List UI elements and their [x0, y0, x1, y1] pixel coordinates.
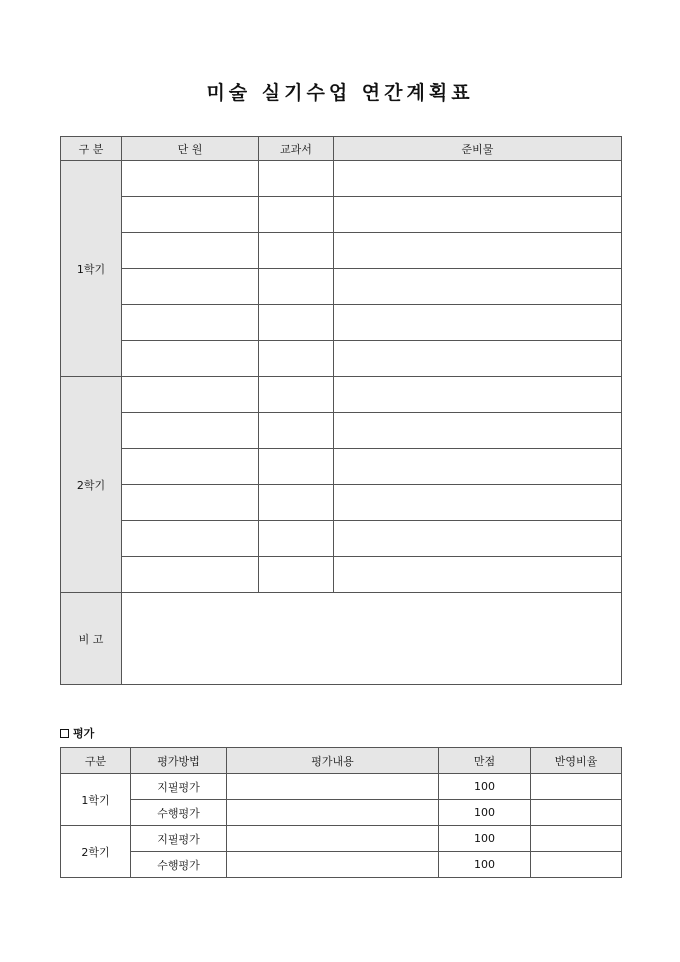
- table-row: [61, 233, 622, 269]
- table-row: [61, 449, 622, 485]
- textbook-cell[interactable]: [259, 485, 334, 521]
- unit-cell[interactable]: [122, 269, 259, 305]
- materials-cell[interactable]: [334, 233, 622, 269]
- unit-cell[interactable]: [122, 341, 259, 377]
- eval-method: 수행평가: [131, 800, 227, 826]
- textbook-cell[interactable]: [259, 449, 334, 485]
- table-row: [61, 305, 622, 341]
- materials-cell[interactable]: [334, 341, 622, 377]
- evaluation-header-row: [61, 748, 622, 774]
- unit-cell[interactable]: [122, 449, 259, 485]
- eval-content-cell[interactable]: [227, 800, 439, 826]
- materials-cell[interactable]: [334, 377, 622, 413]
- textbook-cell[interactable]: [259, 305, 334, 341]
- table-row: [61, 197, 622, 233]
- eval-method: 지필평가: [131, 826, 227, 852]
- unit-cell[interactable]: [122, 521, 259, 557]
- textbook-cell[interactable]: [259, 521, 334, 557]
- textbook-cell[interactable]: [259, 197, 334, 233]
- eval-method: 수행평가: [131, 852, 227, 878]
- materials-cell[interactable]: [334, 449, 622, 485]
- evaluation-heading-label: 평가: [73, 727, 95, 740]
- table-row: [61, 161, 622, 197]
- unit-cell[interactable]: [122, 485, 259, 521]
- header-textbook: 교과서: [259, 137, 334, 161]
- table-row: [61, 413, 622, 449]
- eval-ratio-cell[interactable]: [531, 852, 622, 878]
- eval-score: 100: [439, 774, 531, 800]
- eval-ratio-cell[interactable]: [531, 800, 622, 826]
- unit-cell[interactable]: [122, 233, 259, 269]
- note-label: 비 고: [61, 593, 122, 685]
- textbook-cell[interactable]: [259, 269, 334, 305]
- table-row: [61, 269, 622, 305]
- eval-ratio-cell[interactable]: [531, 826, 622, 852]
- eval-header-content: 평가내용: [227, 748, 439, 774]
- header-materials: 준비물: [334, 137, 622, 161]
- unit-cell[interactable]: [122, 413, 259, 449]
- eval-term-label: 1학기: [61, 774, 131, 826]
- unit-cell[interactable]: [122, 305, 259, 341]
- eval-header-gubun: 구분: [61, 748, 131, 774]
- materials-cell[interactable]: [334, 269, 622, 305]
- page-title: 미술 실기수업 연간계획표: [206, 82, 474, 104]
- table-row: [61, 852, 622, 878]
- materials-cell[interactable]: [334, 305, 622, 341]
- eval-method: 지필평가: [131, 774, 227, 800]
- table-row: [61, 800, 622, 826]
- eval-score: 100: [439, 826, 531, 852]
- textbook-cell[interactable]: [259, 377, 334, 413]
- annual-plan-table: [60, 136, 622, 685]
- term1-label: 1학기: [61, 161, 122, 377]
- checkbox-square-icon: [60, 729, 69, 738]
- term2-label: 2학기: [61, 377, 122, 593]
- table-row: [61, 521, 622, 557]
- eval-ratio-cell[interactable]: [531, 774, 622, 800]
- header-danwon: 단 원: [122, 137, 259, 161]
- table-row: [61, 774, 622, 800]
- materials-cell[interactable]: [334, 557, 622, 593]
- table-row: [61, 341, 622, 377]
- table-row: [61, 826, 622, 852]
- eval-content-cell[interactable]: [227, 826, 439, 852]
- table-row: [61, 485, 622, 521]
- eval-score: 100: [439, 852, 531, 878]
- textbook-cell[interactable]: [259, 233, 334, 269]
- materials-cell[interactable]: [334, 161, 622, 197]
- materials-cell[interactable]: [334, 413, 622, 449]
- unit-cell[interactable]: [122, 161, 259, 197]
- unit-cell[interactable]: [122, 557, 259, 593]
- eval-header-full-score: 만점: [439, 748, 531, 774]
- textbook-cell[interactable]: [259, 413, 334, 449]
- textbook-cell[interactable]: [259, 557, 334, 593]
- note-row: [61, 593, 622, 685]
- eval-content-cell[interactable]: [227, 774, 439, 800]
- unit-cell[interactable]: [122, 377, 259, 413]
- eval-header-method: 평가방법: [131, 748, 227, 774]
- textbook-cell[interactable]: [259, 161, 334, 197]
- plan-header-row: [61, 137, 622, 161]
- materials-cell[interactable]: [334, 521, 622, 557]
- unit-cell[interactable]: [122, 197, 259, 233]
- eval-content-cell[interactable]: [227, 852, 439, 878]
- materials-cell[interactable]: [334, 485, 622, 521]
- table-row: [61, 557, 622, 593]
- evaluation-heading: [60, 725, 94, 741]
- textbook-cell[interactable]: [259, 341, 334, 377]
- eval-term-label: 2학기: [61, 826, 131, 878]
- header-gubun: 구 분: [61, 137, 122, 161]
- eval-score: 100: [439, 800, 531, 826]
- note-cell[interactable]: [122, 593, 622, 685]
- materials-cell[interactable]: [334, 197, 622, 233]
- eval-header-ratio: 반영비율: [531, 748, 622, 774]
- evaluation-table: [60, 747, 622, 878]
- table-row: [61, 377, 622, 413]
